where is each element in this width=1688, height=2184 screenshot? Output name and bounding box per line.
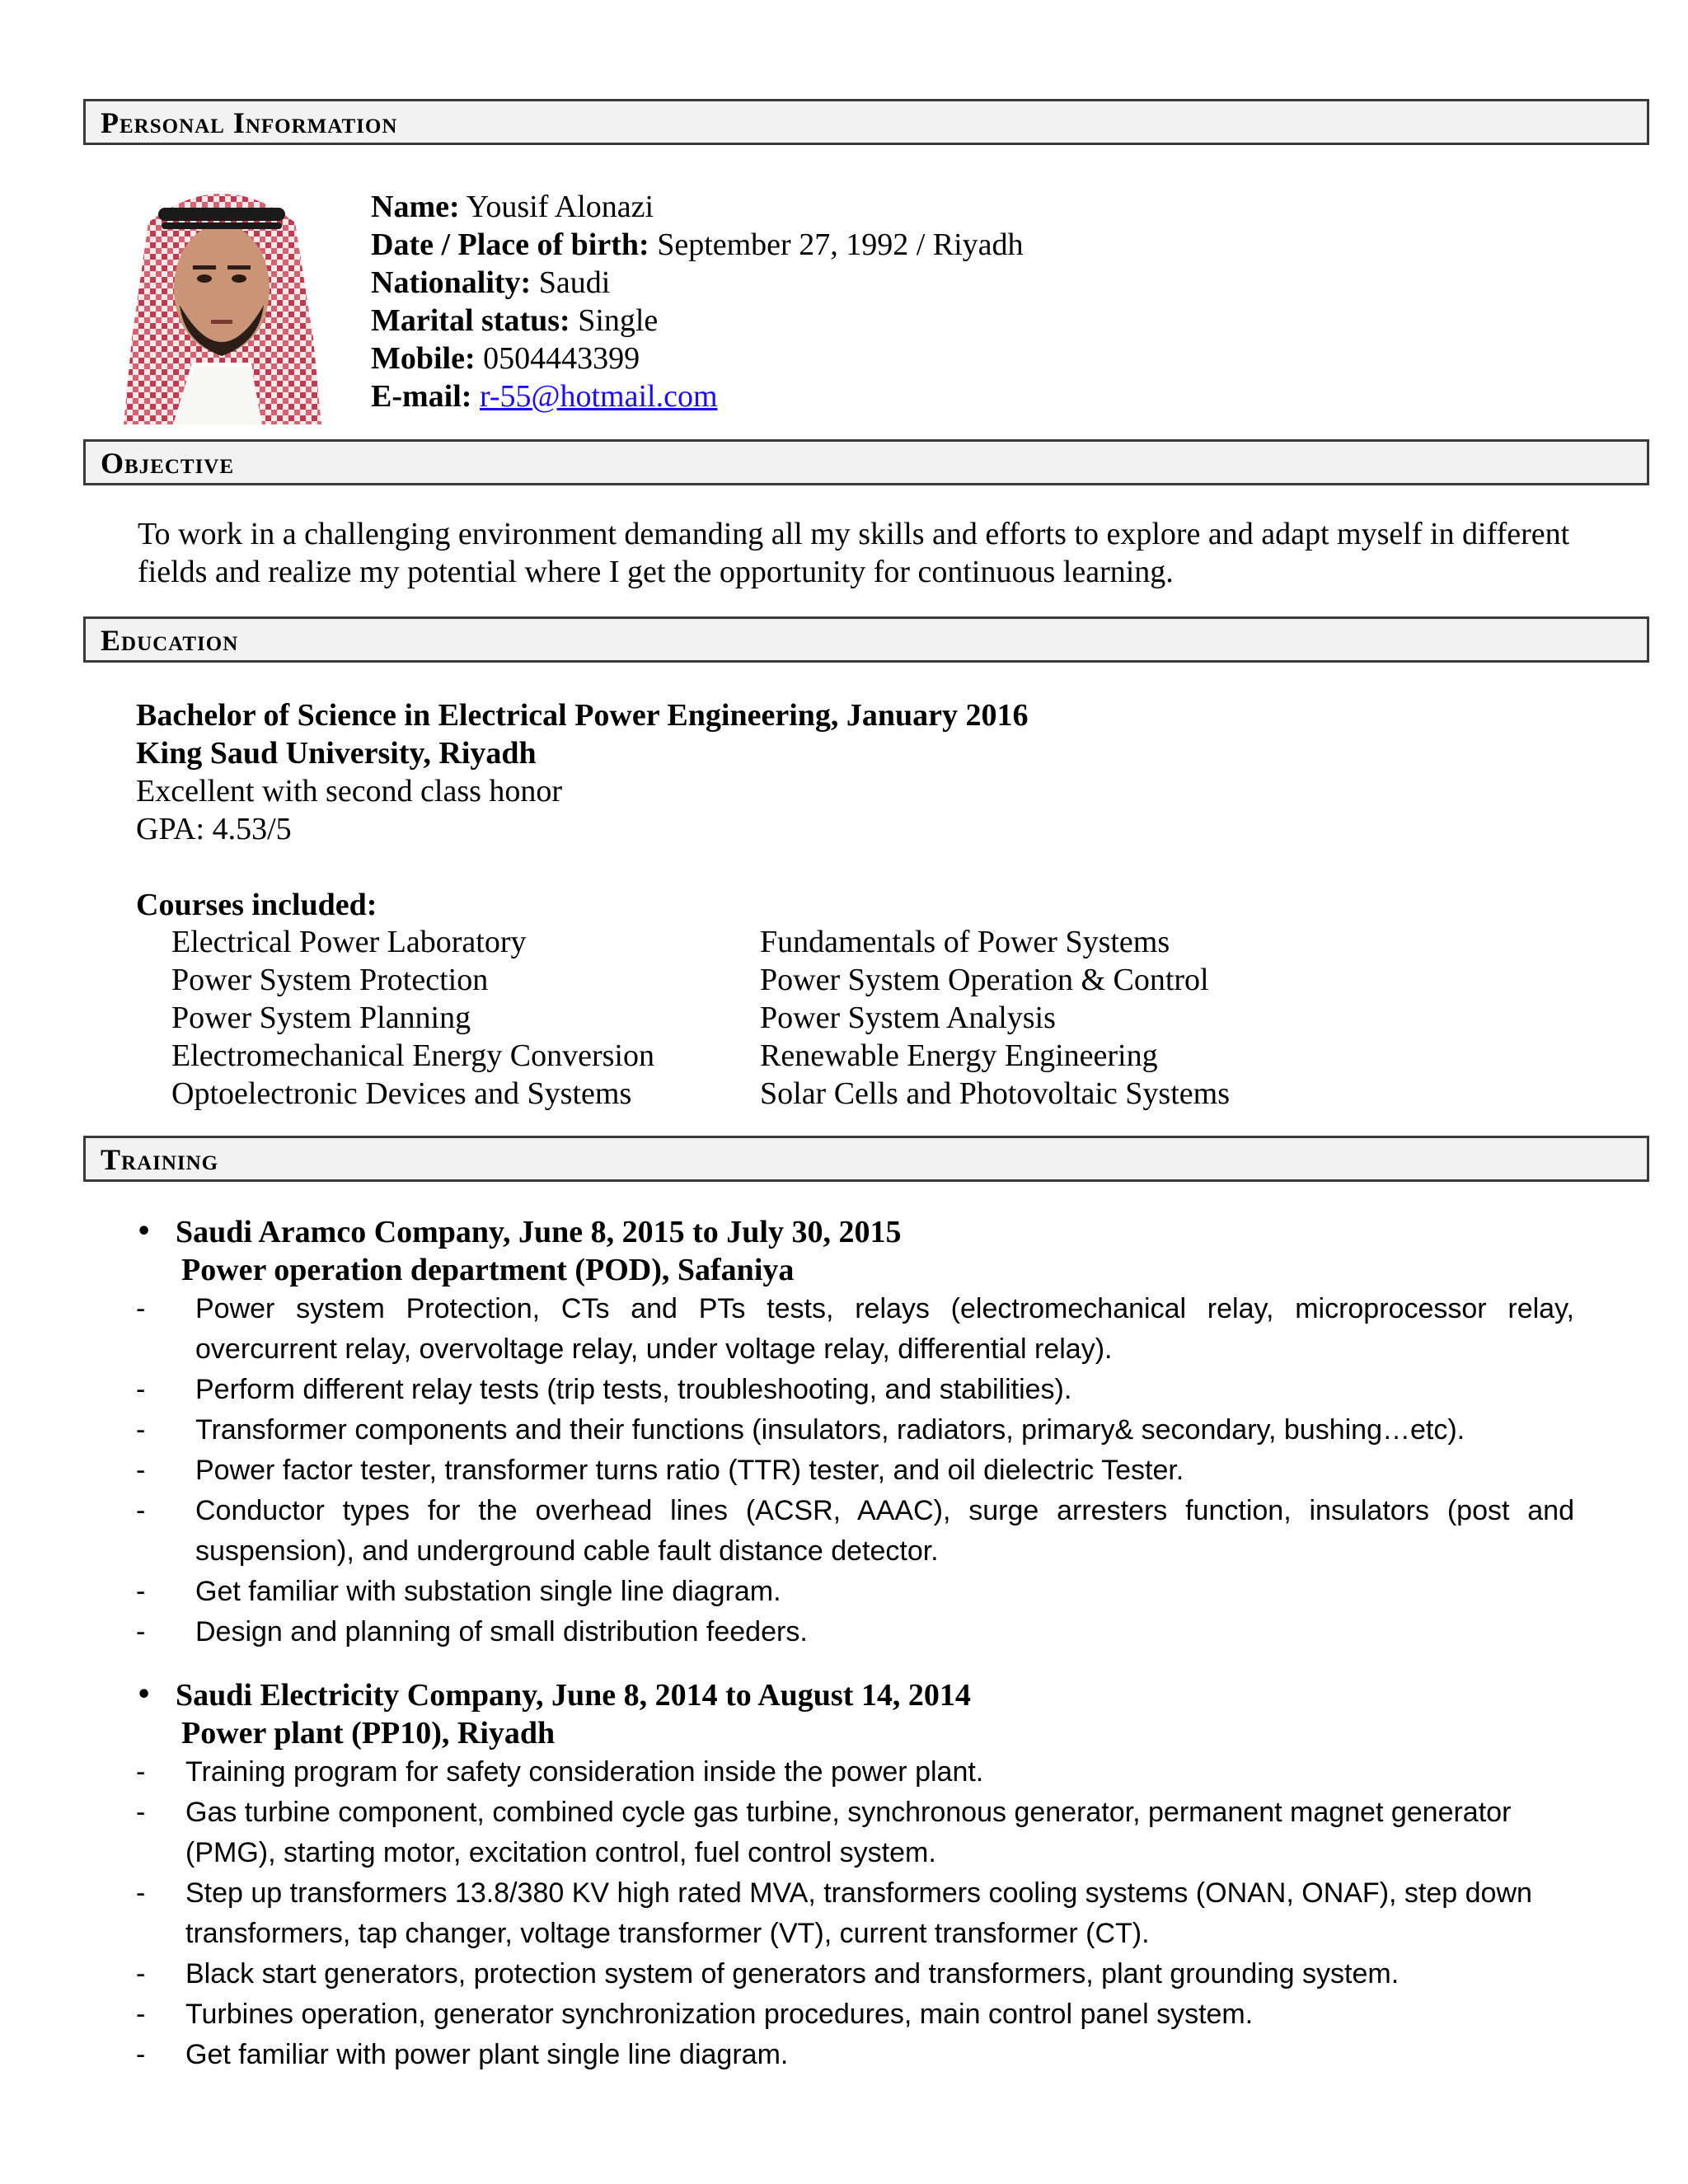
- gpa: GPA: 4.53/5: [136, 812, 292, 846]
- item-text: Conductor types for the overhead lines (ACSR, AAAC), surge arresters function, insulators (post and suspension), and underground cable fault distance detector.: [195, 1495, 1574, 1567]
- item-text: Perform different relay tests (trip tests, troubleshooting, and stabilities).: [195, 1374, 1072, 1405]
- list-item: [136, 1451, 1574, 1491]
- birth-value: September 27, 1992 / Riyadh: [649, 227, 1024, 262]
- mobile-label: Mobile:: [371, 341, 476, 376]
- nationality-value: Saudi: [531, 265, 611, 300]
- list-item: [136, 1572, 1574, 1612]
- dash-marker: -: [136, 1455, 146, 1486]
- course-item: Solar Cells and Photovoltaic Systems: [760, 1076, 1230, 1111]
- dash-marker: -: [136, 1616, 146, 1647]
- course-item: Optoelectronic Devices and Systems: [171, 1076, 632, 1111]
- marital-value: Single: [570, 303, 659, 338]
- bullet-dot: •: [136, 1680, 152, 1709]
- email-line: [371, 377, 1024, 415]
- item-text: Black start generators, protection system of generators and transformers, plant grounding system.: [185, 1958, 1400, 1990]
- courses-title: Courses included:: [136, 888, 377, 922]
- course-item: Power System Planning: [171, 1001, 471, 1035]
- mobile-line: [371, 340, 1024, 377]
- dash-marker: -: [136, 1576, 146, 1607]
- item-text: Gas turbine component, combined cycle gas turbine, synchronous generator, permanent magnet generator (PMG), starting motor, excitation control, fuel control system.: [185, 1797, 1512, 1868]
- training-aramco-items: [136, 1289, 1574, 1652]
- list-item: [136, 2035, 1537, 2075]
- list-item: [136, 1289, 1574, 1370]
- dash-marker: -: [136, 1293, 146, 1324]
- item-text: Power factor tester, transformer turns ratio (TTR) tester, and oil dielectric Tester.: [195, 1455, 1184, 1486]
- list-item: [136, 1994, 1537, 2035]
- nationality-line: [371, 264, 1024, 302]
- training-subtitle: Power operation department (POD), Safaniya: [181, 1253, 795, 1287]
- item-text: Transformer components and their functions (insulators, radiators, primary& secondary, bushing…etc).: [195, 1414, 1465, 1446]
- list-item: [136, 1370, 1574, 1410]
- education-block: [136, 696, 1029, 848]
- training-sec-items: [136, 1752, 1537, 2075]
- section-header-education: Education: [83, 616, 1649, 663]
- course-item: Electrical Power Laboratory: [171, 925, 527, 959]
- list-item: [136, 1793, 1537, 1873]
- dash-marker: -: [136, 1756, 146, 1788]
- dash-marker: -: [136, 1495, 146, 1526]
- mobile-value: 0504443399: [475, 341, 640, 376]
- dash-marker: -: [136, 1958, 146, 1990]
- list-item: [136, 1873, 1537, 1954]
- section-header-training: Training: [83, 1136, 1649, 1182]
- bullet-dot: •: [136, 1217, 152, 1246]
- honor: Excellent with second class honor: [136, 774, 563, 808]
- dash-marker: -: [136, 1877, 146, 1909]
- personal-details: [371, 188, 1024, 415]
- training-subtitle: Power plant (PP10), Riyadh: [181, 1716, 556, 1750]
- section-header-personal: Personal Information: [83, 99, 1649, 145]
- course-item: Power System Analysis: [760, 1001, 1056, 1035]
- dash-marker: -: [136, 1374, 146, 1405]
- dash-marker: -: [136, 1797, 146, 1828]
- dash-marker: -: [136, 2039, 146, 2070]
- email-link[interactable]: r-55@hotmail.com: [479, 379, 718, 414]
- item-text: Turbines operation, generator synchronization procedures, main control panel system.: [185, 1999, 1254, 2030]
- nationality-label: Nationality:: [371, 265, 532, 300]
- item-text: Training program for safety consideration inside the power plant.: [185, 1756, 984, 1788]
- birth-line: [371, 226, 1024, 264]
- course-item: Renewable Energy Engineering: [760, 1038, 1158, 1073]
- profile-photo: [115, 173, 328, 424]
- degree: Bachelor of Science in Electrical Power Engineering, January 2016: [136, 698, 1029, 733]
- item-text: Get familiar with power plant single line diagram.: [185, 2039, 789, 2070]
- name-line: [371, 188, 1024, 226]
- objective-text: To work in a challenging environment demanding all my skills and efforts to explore and adapt myself in different fields and realize my potential where I get the opportunity for continuous learning.: [138, 517, 1570, 589]
- course-item: Electromechanical Energy Conversion: [171, 1038, 654, 1073]
- course-item: Fundamentals of Power Systems: [760, 925, 1170, 959]
- course-item: Power System Operation & Control: [760, 963, 1209, 997]
- marital-line: [371, 302, 1024, 340]
- item-text: Design and planning of small distribution feeders.: [195, 1616, 808, 1647]
- item-text: Get familiar with substation single line diagram.: [195, 1576, 781, 1607]
- item-text: Step up transformers 13.8/380 KV high rated MVA, transformers cooling systems (ONAN, ONAF), step down transformers, tap changer, voltage transformer (VT), current transformer (CT).: [185, 1877, 1532, 1949]
- name-label: Name:: [371, 190, 460, 224]
- dash-marker: -: [136, 1999, 146, 2030]
- marital-label: Marital status:: [371, 303, 570, 338]
- list-item: [136, 1752, 1537, 1793]
- list-item: [136, 1612, 1574, 1652]
- section-header-objective: Objective: [83, 439, 1649, 485]
- item-text: Power system Protection, CTs and PTs tests, relays (electromechanical relay, microprocessor relay, overcurrent relay, overvoltage relay, under voltage relay, differential relay).: [195, 1293, 1574, 1365]
- email-label: E-mail:: [371, 379, 472, 414]
- list-item: [136, 1410, 1574, 1451]
- course-item: Power System Protection: [171, 963, 489, 997]
- university: King Saud University, Riyadh: [136, 736, 537, 771]
- courses-left-column: [171, 923, 654, 1113]
- birth-label: Date / Place of birth:: [371, 227, 649, 262]
- name-value: Yousif Alonazi: [459, 190, 654, 224]
- training-title: Saudi Electricity Company, June 8, 2014 to August 14, 2014: [176, 1678, 971, 1713]
- list-item: [136, 1954, 1537, 1994]
- list-item: [136, 1491, 1574, 1572]
- courses-right-column: [760, 923, 1230, 1113]
- dash-marker: -: [136, 1414, 146, 1446]
- training-title: Saudi Aramco Company, June 8, 2015 to July 30, 2015: [176, 1215, 902, 1249]
